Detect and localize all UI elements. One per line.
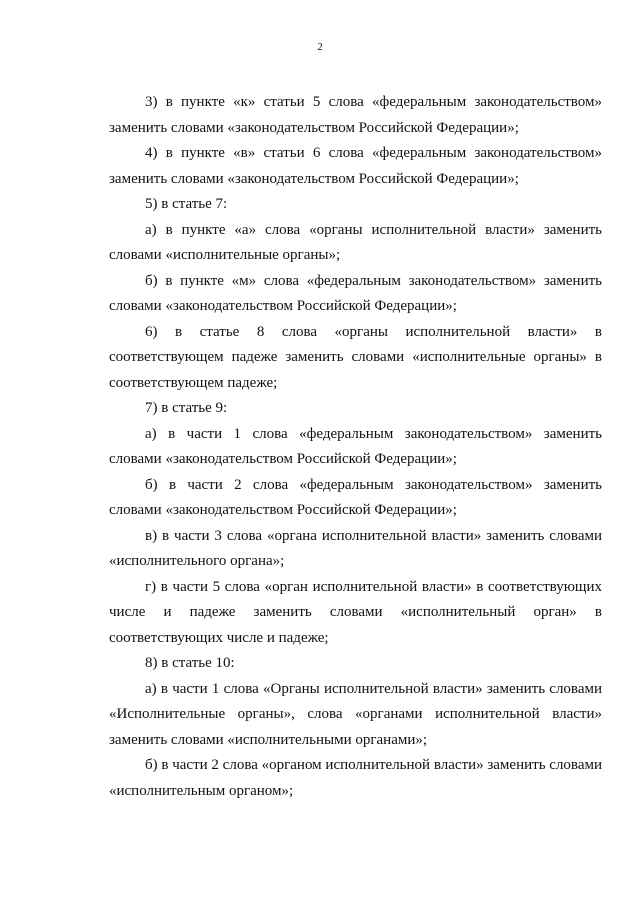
paragraph-5b: б) в пункте «м» слова «федеральным законодательством» заменить словами «законодательством Российской Федерации»; xyxy=(109,272,602,314)
paragraph-6: 6) в статье 8 слова «органы исполнительной власти» в соответствующем падеже заменить словами «исполнительные органы» в соответствующем падеже; xyxy=(109,323,602,391)
paragraph-3: 3) в пункте «к» статьи 5 слова «федеральным законодательством» заменить словами «законодательством Российской Федерации»; xyxy=(109,94,602,136)
paragraph-8: 8) в статье 10: xyxy=(145,655,235,671)
paragraph-8b: б) в части 2 слова «органом исполнительной власти» заменить словами «исполнительным органом»; xyxy=(109,757,602,799)
paragraph-7v: в) в части 3 слова «органа исполнительной власти» заменить словами «исполнительного органа»; xyxy=(109,527,602,569)
page-number: 2 xyxy=(317,41,323,53)
paragraph-7: 7) в статье 9: xyxy=(145,400,228,416)
document-body xyxy=(109,90,602,804)
paragraph-7g: г) в части 5 слова «орган исполнительной власти» в соответствующих числе и падеже заменить словами «исполнительный орган» в соответствующих числе и падеже; xyxy=(109,578,602,646)
paragraph-7b: б) в части 2 слова «федеральным законодательством» заменить словами «законодательством Российской Федерации»; xyxy=(109,476,602,518)
paragraph-5a: а) в пункте «а» слова «органы исполнительной власти» заменить словами «исполнительные органы»; xyxy=(109,221,602,263)
paragraph-8a: а) в части 1 слова «Органы исполнительной власти» заменить словами «Исполнительные органы», слова «органами исполнительной власти» заменить словами «исполнительными органами»; xyxy=(109,680,602,748)
paragraph-5: 5) в статье 7: xyxy=(145,196,228,212)
paragraph-4: 4) в пункте «в» статьи 6 слова «федеральным законодательством» заменить словами «законодательством Российской Федерации»; xyxy=(109,145,602,187)
paragraph-7a: а) в части 1 слова «федеральным законодательством» заменить словами «законодательством Российской Федерации»; xyxy=(109,425,602,467)
